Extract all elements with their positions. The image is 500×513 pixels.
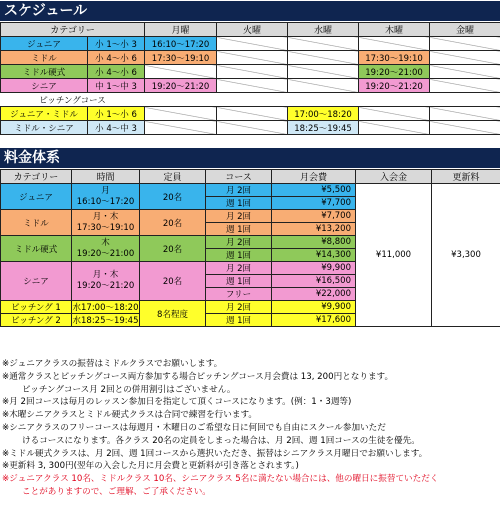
category-name: シニア <box>1 262 72 301</box>
note: ※ジュニアクラスの振替はミドルクラスでお願いします。 <box>2 359 223 369</box>
empty-cell <box>430 79 500 93</box>
grade: 中 1〜中 3 <box>88 79 145 93</box>
category-name: シニア <box>1 79 88 93</box>
monthly-fee: ¥5,500 <box>272 184 356 197</box>
thu-time: 19:20〜21:20 <box>359 79 430 93</box>
col-monthly-fee: 月会費 <box>272 170 356 184</box>
col-time: 時間 <box>72 170 140 184</box>
mon-time: 19:20〜21:20 <box>145 79 217 93</box>
col-wed: 水曜 <box>288 23 359 37</box>
note-warning: ことがありますので、ご理解、ご了承ください。 <box>22 486 211 497</box>
course: 週 1回 <box>206 197 272 210</box>
capacity: 20名 <box>140 262 206 301</box>
empty-cell <box>217 51 288 65</box>
class-time: 月 16:10〜17:20 <box>72 184 140 210</box>
empty-cell <box>217 65 288 79</box>
category-name: ミドル・シニア <box>1 121 88 135</box>
note: ※木曜シニアクラスとミドル硬式クラスは合同で練習を行います。 <box>2 410 257 421</box>
monthly-fee: ¥22,000 <box>272 288 356 301</box>
empty-cell <box>145 107 217 121</box>
monthly-fee: ¥17,600 <box>272 314 356 327</box>
empty-cell <box>217 37 288 51</box>
empty-cell <box>288 79 359 93</box>
course: 月 2回 <box>206 301 272 314</box>
col-mon: 月曜 <box>145 23 217 37</box>
category-name: ジュニア <box>1 184 72 210</box>
monthly-fee: ¥16,500 <box>272 275 356 288</box>
wed-time: 18:25〜19:45 <box>288 121 359 135</box>
spacer <box>145 93 500 107</box>
empty-cell <box>359 107 430 121</box>
empty-cell <box>217 121 288 135</box>
col-capacity: 定員 <box>140 170 206 184</box>
enrollment-fee: ¥11,000 <box>356 184 432 327</box>
renewal-fee: ¥3,300 <box>432 184 500 327</box>
category-name: ピッチング 1 <box>1 301 72 314</box>
table-row <box>1 107 500 121</box>
col-renewal-fee: 更新料 <box>432 170 500 184</box>
monthly-fee: ¥7,700 <box>272 210 356 223</box>
col-course: コース <box>206 170 272 184</box>
course: 週 1回 <box>206 223 272 236</box>
col-category: カテゴリー <box>1 23 145 37</box>
thu-time: 19:20〜21:00 <box>359 65 430 79</box>
col-category: カテゴリー <box>1 170 72 184</box>
col-fri: 金曜 <box>430 23 500 37</box>
grade: 小 4〜小 6 <box>88 65 145 79</box>
empty-cell <box>430 65 500 79</box>
monthly-fee: ¥9,900 <box>272 301 356 314</box>
empty-cell <box>288 51 359 65</box>
course: 月 2回 <box>206 262 272 275</box>
category-name: ミドル硬式 <box>1 236 72 262</box>
course: 週 1回 <box>206 249 272 262</box>
class-time: 月・木 19:20〜21:20 <box>72 262 140 301</box>
schedule-table <box>0 22 500 135</box>
schedule-title: スケジュール <box>0 1 500 21</box>
category-name: ミドル <box>1 51 88 65</box>
table-row <box>1 79 500 93</box>
pitching-subtitle: ピッチングコース <box>1 93 145 107</box>
table-row <box>1 51 500 65</box>
thu-time: 17:30〜19:10 <box>359 51 430 65</box>
table-row <box>1 121 500 135</box>
note: ※通常クラスとピッチングコース両方参加する場合ピッチングコース月会費は 13, 200円となります。 <box>2 371 394 382</box>
fees-table <box>0 169 500 327</box>
notes <box>2 358 498 499</box>
grade: 小 4〜中 3 <box>88 121 145 135</box>
empty-cell <box>288 65 359 79</box>
empty-cell <box>145 65 217 79</box>
empty-cell <box>217 79 288 93</box>
grade: 小 1〜小 6 <box>88 107 145 121</box>
note: ※シニアクラスのフリーコースは毎週月・木曜日のご希望な日に何回でも自由にスクール参加いただ <box>2 422 386 433</box>
note: ※ミドル硬式クラスは、月 2回、週 1回コースから選択いただき、振替はシニアクラス月曜日でお願いします。 <box>2 448 428 459</box>
category-name: ピッチング 2 <box>1 314 72 327</box>
category-name: ミドル硬式 <box>1 65 88 79</box>
capacity: 20名 <box>140 236 206 262</box>
note: ピッチングコース月 2回との併用割引はございません。 <box>22 384 236 395</box>
course: 月 2回 <box>206 184 272 197</box>
empty-cell <box>430 51 500 65</box>
empty-cell <box>359 121 430 135</box>
capacity: 20名 <box>140 210 206 236</box>
empty-cell <box>430 121 500 135</box>
mon-time: 16:10〜17:20 <box>145 37 217 51</box>
class-time: 木 19:20〜21:00 <box>72 236 140 262</box>
note: ※更新料 3, 300円(翌年の入会した月に月会費と更新料が引き落とされます。) <box>2 461 299 472</box>
monthly-fee: ¥8,800 <box>272 236 356 249</box>
category-name: ジュニア・ミドル <box>1 107 88 121</box>
note-warning: ※ジュニアクラス 10名、ミドルクラス 10名、シニアクラス 5名に満たない場合には、他の曜日に振替ていただく <box>2 474 439 485</box>
col-thu: 木曜 <box>359 23 430 37</box>
fees-title: 料金体系 <box>0 148 500 168</box>
monthly-fee: ¥7,700 <box>272 197 356 210</box>
course: 週 1回 <box>206 275 272 288</box>
course: 週 1回 <box>206 314 272 327</box>
course: フリー <box>206 288 272 301</box>
monthly-fee: ¥13,200 <box>272 223 356 236</box>
table-row <box>1 65 500 79</box>
empty-cell <box>288 37 359 51</box>
note: ※月 2回コースは毎月のレッスン参加日を指定して頂くコースになります。(例：1・3週等) <box>2 397 352 408</box>
mon-time: 17:30〜19:10 <box>145 51 217 65</box>
category-name: ミドル <box>1 210 72 236</box>
capacity: 20名 <box>140 184 206 210</box>
col-enrollment-fee: 入会金 <box>356 170 432 184</box>
capacity: 8名程度 <box>140 301 206 327</box>
monthly-fee: ¥14,300 <box>272 249 356 262</box>
empty-cell <box>145 121 217 135</box>
class-time: 月・木 17:30〜19:10 <box>72 210 140 236</box>
category-name: ジュニア <box>1 37 88 51</box>
course: 月 2回 <box>206 210 272 223</box>
empty-cell <box>430 37 500 51</box>
class-time: 水17:00〜18:20 <box>72 301 140 314</box>
empty-cell <box>430 107 500 121</box>
empty-cell <box>359 37 430 51</box>
course: 月 2回 <box>206 236 272 249</box>
grade: 小 1〜小 3 <box>88 37 145 51</box>
col-tue: 火曜 <box>217 23 288 37</box>
class-time: 水18:25〜19:45 <box>72 314 140 327</box>
monthly-fee: ¥9,900 <box>272 262 356 275</box>
empty-cell <box>217 107 288 121</box>
note: けるコースになります。各クラス 20名の定員をしまった場合は、月 2回、週 1回コースの生徒を優先。 <box>22 435 420 446</box>
table-row <box>1 37 500 51</box>
wed-time: 17:00〜18:20 <box>288 107 359 121</box>
grade: 小 4〜小 6 <box>88 51 145 65</box>
